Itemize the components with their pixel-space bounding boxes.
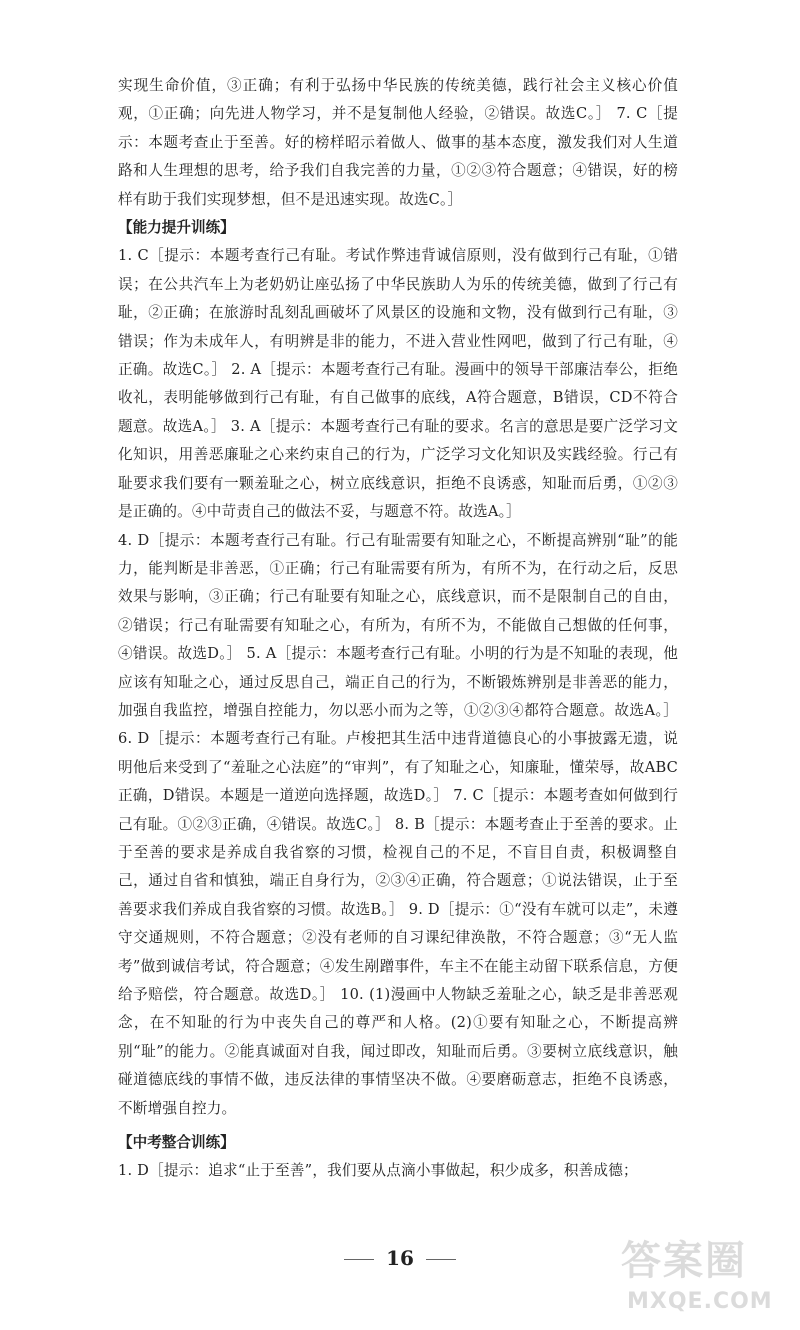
page-content bbox=[118, 72, 678, 1186]
answer-paragraph-1-3: 1. C［提示：本题考查行己有耻。考试作弊违背诚信原则，没有做到行己有耻，①错误；在公共汽车上为老奶奶让座弘扬了中华民族助人为乐的传统美德，做到了行己有耻，②正确；在旅游时乱刻乱画破坏了风景区的设施和文物，没有做到行己有耻，③错误；作为未成年人，有明辨是非的能力，不进入营业性网吧，做到了行己有耻，④正确。故选C。］ 2. A［提示：本题考查行己有耻。漫画中的领导干部廉洁奉公，拒绝收礼，表明能够做到行己有耻，有自己做事的底线，A符合题意，B错误，CD不符合题意。故选A。］ 3. A［提示：本题考查行己有耻的要求。名言的意思是要广泛学习文化知识，用善恶廉耻之心来约束自己的行为，广泛学习文化知识及实践经验。行己有耻要求我们要有一颗羞耻之心，树立底线意识，拒绝不良诱惑，知耻而后勇，①②③是正确的。④中苛责自己的做法不妥，与题意不符。故选A。］ bbox=[118, 247, 678, 521]
answer-paragraph-continued: 实现生命价值，③正确；有利于弘扬中华民族的传统美德，践行社会主义核心价值观，①正确；向先进人物学习，并不是复制他人经验，②错误。故选C。］ 7. C［提示：本题考查止于至善。好的榜样昭示着做人、做事的基本态度，激发我们对人生道路和人生理想的思考，给予我们自我完善的力量，①②③符合题意；④错误，好的榜样有助于我们实现梦想，但不是迅速实现。故选C。］ bbox=[118, 77, 678, 208]
section-title-exam-integration: 【中考整合训练】 bbox=[118, 1134, 235, 1152]
watermark-url-text: MXQE.COM bbox=[627, 1289, 773, 1314]
watermark-main-text: 答案圈 bbox=[621, 1238, 747, 1284]
page-number-right-dash bbox=[426, 1259, 456, 1260]
page-number-text: 16 bbox=[386, 1246, 414, 1270]
watermark-logo bbox=[615, 1225, 795, 1325]
answer-paragraph-exam-1: 1. D［提示：追求“止于至善”，我们要从点滴小事做起，积少成多，积善成德； bbox=[118, 1162, 638, 1180]
section-title-ability-training: 【能力提升训练】 bbox=[118, 219, 235, 237]
answer-paragraph-4-10: 4. D［提示：本题考查行己有耻。行己有耻需要有知耻之心，不断提高辨别“耻”的能力，能判断是非善恶，①正确；行己有耻需要有所为，有所不为，在行动之后，反思效果与影响，③正确；行己有耻要有知耻之心，底线意识，而不是限制自己的自由，②错误；行己有耻需要有知耻之心，有所为，有所不为，不能做自己想做的任何事，④错误。故选D。］ 5. A［提示：本题考查行己有耻。小明的行为是不知耻的表现，他应该有知耻之心，通过反思自己，端正自己的行为，不断锻炼辨别是非善恶的能力，加强自我监控，增强自控能力，勿以恶小而为之等，①②③④都符合题意。故选A。］ 6. D［提示：本题考查行己有耻。卢梭把其生活中违背道德良心的小事披露无遗，说明他后来受到了“羞耻之心法庭”的“审判”，有了知耻之心，知廉耻，懂荣辱，故ABC正确，D错误。本题是一道逆向选择题，故选D。］ 7. C［提示：本题考查如何做到行己有耻。①②③正确，④错误。故选C。］ 8. B［提示：本题考查止于至善的要求。止于至善的要求是养成自我省察的习惯，检视自己的不足，不盲目自责，积极调整自己，通过自省和慎独，端正自身行为，②③④正确，符合题意；①说法错误，止于至善要求我们养成自我省察的习惯。故选B。］ 9. D［提示：①“没有车就可以走”，未遵守交通规则，不符合题意；②没有老师的自习课纪律涣散，不符合题意；③“无人监考”做到诚信考试，符合题意；④发生剐蹭事件，车主不在能主动留下联系信息，方便给予赔偿，符合题意。故选D。］ 10. (1)漫画中人物缺乏羞耻之心，缺乏是非善恶观念，在不知耻的行为中丧失自己的尊严和人格。(2)①要有知耻之心，不断提高辨别“耻”的能力。②能真诚面对自我，闻过即改，知耻而后勇。③要树立底线意识，触碰道德底线的事情不做，违反法律的事情坚决不做。④要磨砺意志，拒绝不良诱惑，不断增强自控力。 bbox=[118, 531, 678, 1117]
page-number-left-dash bbox=[344, 1259, 374, 1260]
